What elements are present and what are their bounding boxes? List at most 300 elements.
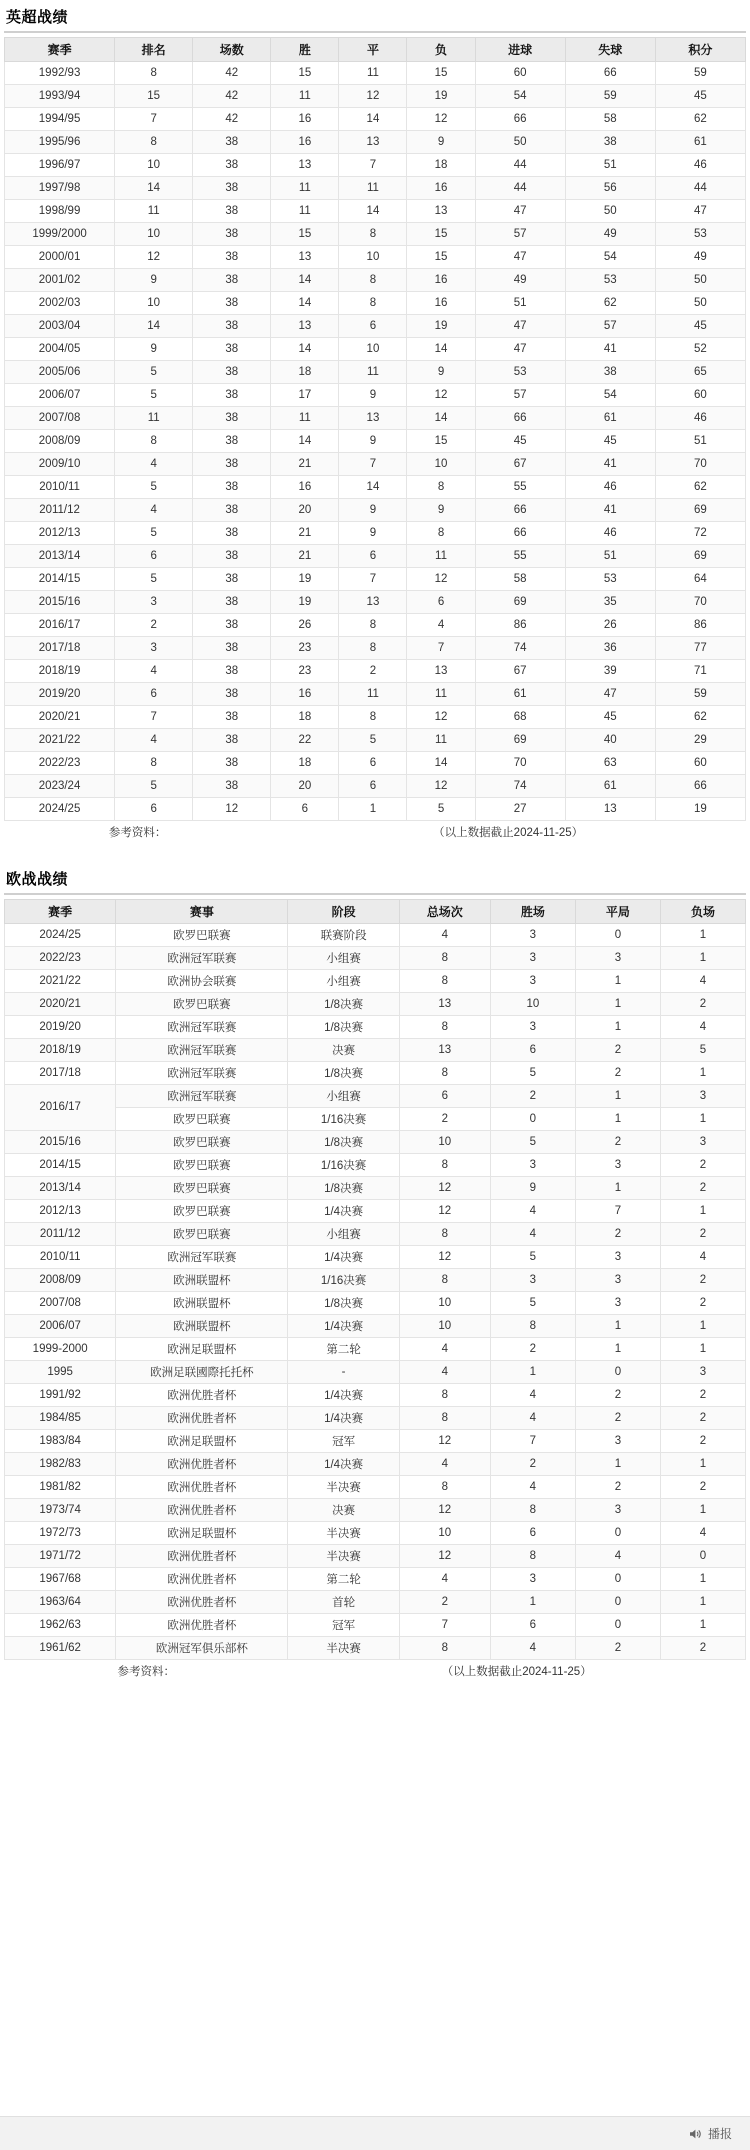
table-cell: 51	[565, 545, 655, 568]
table-cell: 决赛	[288, 1038, 399, 1061]
table-row	[5, 775, 746, 798]
table-cell: 60	[475, 62, 565, 85]
table-cell: 38	[193, 545, 271, 568]
table-cell: 11	[407, 545, 475, 568]
table-cell: 2	[575, 1061, 660, 1084]
table-cell: 66	[475, 108, 565, 131]
table-cell: 5	[115, 384, 193, 407]
table-cell: 欧罗巴联赛	[116, 1130, 288, 1153]
table-cell: 54	[565, 384, 655, 407]
table-cell: 1	[575, 1084, 660, 1107]
table-cell: 2	[399, 1107, 490, 1130]
table-cell: 1999/2000	[5, 223, 115, 246]
table-row	[5, 292, 746, 315]
table-row	[5, 1452, 746, 1475]
table-row	[5, 453, 746, 476]
table-cell: 40	[565, 729, 655, 752]
table-cell: 6	[115, 545, 193, 568]
table-cell: 59	[655, 62, 745, 85]
table-cell: 4	[399, 1452, 490, 1475]
table-cell: 4	[115, 729, 193, 752]
table-cell: 38	[193, 200, 271, 223]
euro-season-cell: 2016/17	[5, 1084, 116, 1130]
table-cell: 4	[660, 1521, 745, 1544]
table-cell: 2007/08	[5, 407, 115, 430]
table-cell: 2001/02	[5, 269, 115, 292]
table-cell: 14	[271, 430, 339, 453]
table-cell: 2011/12	[5, 499, 115, 522]
euro-note-value: （以上数据截止2024-11-25）	[288, 1659, 746, 1682]
table-cell: 欧洲联盟杯	[116, 1314, 288, 1337]
euro-season-cell: 2015/16	[5, 1130, 116, 1153]
premier-col-draw: 平	[339, 38, 407, 62]
table-cell: 2013/14	[5, 545, 115, 568]
table-row	[5, 1337, 746, 1360]
table-cell: 3	[575, 1153, 660, 1176]
table-cell: 38	[193, 407, 271, 430]
table-cell: 23	[271, 660, 339, 683]
table-cell: 欧洲协会联赛	[116, 969, 288, 992]
table-cell: 53	[565, 568, 655, 591]
table-cell: 10	[339, 338, 407, 361]
table-cell: 65	[655, 361, 745, 384]
table-cell: 2	[660, 1291, 745, 1314]
table-cell: 0	[490, 1107, 575, 1130]
table-cell: 60	[655, 752, 745, 775]
table-cell: 第二轮	[288, 1567, 399, 1590]
table-row	[5, 1107, 746, 1130]
table-cell: 46	[565, 476, 655, 499]
table-cell: 8	[339, 292, 407, 315]
table-cell: 54	[565, 246, 655, 269]
table-cell: 2	[660, 1383, 745, 1406]
table-cell: 61	[565, 775, 655, 798]
table-cell: 66	[475, 407, 565, 430]
euro-season-cell: 2024/25	[5, 923, 116, 946]
premier-note-body	[5, 821, 746, 844]
table-cell: 半决赛	[288, 1636, 399, 1659]
table-cell: 3	[115, 637, 193, 660]
table-cell: 46	[565, 522, 655, 545]
table-cell: 3	[660, 1130, 745, 1153]
table-cell: 70	[655, 591, 745, 614]
table-cell: 2022/23	[5, 752, 115, 775]
table-cell: 12	[407, 706, 475, 729]
euro-note-body	[5, 1659, 746, 1682]
table-cell: 19	[407, 85, 475, 108]
table-cell: 38	[193, 499, 271, 522]
table-cell: 38	[193, 568, 271, 591]
table-cell: 8	[490, 1314, 575, 1337]
table-cell: 3	[575, 1429, 660, 1452]
table-cell: 2024/25	[5, 798, 115, 821]
table-cell: 45	[475, 430, 565, 453]
table-cell: 45	[565, 706, 655, 729]
premier-table	[4, 37, 746, 844]
table-cell: 2	[575, 1636, 660, 1659]
table-cell: 16	[271, 476, 339, 499]
table-cell: 8	[339, 614, 407, 637]
table-cell: 4	[490, 1199, 575, 1222]
table-cell: 13	[271, 315, 339, 338]
table-cell: 66	[565, 62, 655, 85]
table-cell: 4	[490, 1406, 575, 1429]
table-cell: 15	[407, 246, 475, 269]
table-cell: 12	[399, 1429, 490, 1452]
premier-section	[0, 0, 750, 844]
table-cell: 59	[565, 85, 655, 108]
table-cell: 1	[575, 1314, 660, 1337]
table-cell: 8	[490, 1498, 575, 1521]
table-row	[5, 729, 746, 752]
euro-season-cell: 1982/83	[5, 1452, 116, 1475]
table-cell: 38	[193, 338, 271, 361]
table-cell: 21	[271, 453, 339, 476]
table-cell: 2	[490, 1452, 575, 1475]
table-cell: 72	[655, 522, 745, 545]
table-cell: 6	[115, 683, 193, 706]
table-cell: 3	[575, 946, 660, 969]
table-cell: 联赛阶段	[288, 923, 399, 946]
table-cell: 38	[193, 223, 271, 246]
table-row	[5, 1291, 746, 1314]
table-cell: 47	[655, 200, 745, 223]
table-cell: 欧洲足联盟杯	[116, 1521, 288, 1544]
table-cell: 欧洲优胜者杯	[116, 1613, 288, 1636]
table-row	[5, 1130, 746, 1153]
table-row	[5, 1475, 746, 1498]
table-row	[5, 637, 746, 660]
table-cell: 52	[655, 338, 745, 361]
table-cell: 5	[490, 1291, 575, 1314]
table-cell: 冠军	[288, 1429, 399, 1452]
table-cell: 61	[655, 131, 745, 154]
table-row	[5, 706, 746, 729]
table-cell: 17	[271, 384, 339, 407]
table-cell: 18	[407, 154, 475, 177]
table-cell: 2	[660, 1153, 745, 1176]
table-cell: 0	[575, 1567, 660, 1590]
table-row	[5, 1567, 746, 1590]
premier-section-title: 英超战绩	[6, 9, 69, 26]
table-cell: 66	[475, 522, 565, 545]
table-cell: 10	[399, 1130, 490, 1153]
table-cell: 13	[339, 131, 407, 154]
table-cell: 欧洲优胜者杯	[116, 1590, 288, 1613]
table-cell: 3	[490, 1153, 575, 1176]
table-cell: 欧罗巴联赛	[116, 992, 288, 1015]
table-cell: 12	[339, 85, 407, 108]
table-cell: 12	[399, 1176, 490, 1199]
table-cell: 8	[407, 522, 475, 545]
table-cell: 1/4决赛	[288, 1314, 399, 1337]
table-cell: 2015/16	[5, 591, 115, 614]
table-cell: 3	[660, 1084, 745, 1107]
table-row	[5, 269, 746, 292]
table-cell: 11	[339, 62, 407, 85]
table-cell: 22	[271, 729, 339, 752]
table-cell: 2	[660, 1475, 745, 1498]
table-row	[5, 430, 746, 453]
table-cell: 7	[399, 1613, 490, 1636]
table-cell: 38	[193, 131, 271, 154]
table-cell: 4	[399, 1567, 490, 1590]
euro-season-cell: 2020/21	[5, 992, 116, 1015]
table-cell: 9	[407, 361, 475, 384]
table-cell: 4	[660, 1245, 745, 1268]
premier-header-row	[5, 38, 746, 62]
table-cell: 55	[475, 476, 565, 499]
table-row	[5, 108, 746, 131]
table-row	[5, 1015, 746, 1038]
table-cell: 45	[655, 85, 745, 108]
table-cell: 1/4决赛	[288, 1452, 399, 1475]
table-cell: 1	[660, 1567, 745, 1590]
table-cell: 59	[655, 683, 745, 706]
table-cell: 12	[399, 1245, 490, 1268]
table-cell: 10	[115, 223, 193, 246]
premier-note-value: （以上数据截止2024-11-25）	[271, 821, 746, 844]
table-cell: 56	[565, 177, 655, 200]
table-cell: 2	[490, 1084, 575, 1107]
euro-season-cell: 2018/19	[5, 1038, 116, 1061]
table-cell: 13	[399, 992, 490, 1015]
table-cell: 2005/06	[5, 361, 115, 384]
table-cell: 45	[565, 430, 655, 453]
table-row	[5, 476, 746, 499]
table-cell: 20	[271, 499, 339, 522]
table-cell: 9	[339, 499, 407, 522]
table-cell: 5	[115, 476, 193, 499]
table-row	[5, 1613, 746, 1636]
table-cell: 0	[660, 1544, 745, 1567]
table-cell: 2	[399, 1590, 490, 1613]
table-cell: 决赛	[288, 1498, 399, 1521]
table-cell: 14	[115, 177, 193, 200]
table-cell: 1	[575, 1337, 660, 1360]
table-cell: 68	[475, 706, 565, 729]
table-cell: 14	[407, 752, 475, 775]
table-cell: 58	[475, 568, 565, 591]
table-cell: 49	[655, 246, 745, 269]
table-cell: 14	[115, 315, 193, 338]
table-cell: 欧洲联盟杯	[116, 1268, 288, 1291]
table-cell: 38	[193, 522, 271, 545]
table-cell: 69	[655, 499, 745, 522]
table-row	[5, 1636, 746, 1659]
table-cell: 38	[193, 361, 271, 384]
table-cell: 2010/11	[5, 476, 115, 499]
table-cell: 47	[475, 200, 565, 223]
table-cell: 13	[339, 591, 407, 614]
euro-season-cell: 2017/18	[5, 1061, 116, 1084]
table-cell: 8	[407, 476, 475, 499]
euro-season-cell: 2007/08	[5, 1291, 116, 1314]
table-cell: 15	[115, 85, 193, 108]
table-cell: 11	[407, 683, 475, 706]
table-cell: 7	[115, 108, 193, 131]
table-cell: 11	[339, 683, 407, 706]
table-cell: 51	[655, 430, 745, 453]
table-cell: 6	[271, 798, 339, 821]
table-cell: 欧罗巴联赛	[116, 1153, 288, 1176]
table-cell: 8	[399, 1636, 490, 1659]
table-cell: 10	[399, 1521, 490, 1544]
table-cell: 半决赛	[288, 1544, 399, 1567]
table-row	[5, 1176, 746, 1199]
table-cell: 小组赛	[288, 1222, 399, 1245]
table-cell: 4	[399, 1360, 490, 1383]
table-cell: 16	[407, 292, 475, 315]
table-cell: 1/8决赛	[288, 1176, 399, 1199]
table-cell: 5	[115, 775, 193, 798]
table-cell: 13	[339, 407, 407, 430]
table-cell: 2	[575, 1383, 660, 1406]
table-cell: 6	[339, 315, 407, 338]
table-cell: 1	[339, 798, 407, 821]
table-cell: 欧洲优胜者杯	[116, 1383, 288, 1406]
table-cell: 欧洲足联國際托托杯	[116, 1360, 288, 1383]
table-cell: 7	[115, 706, 193, 729]
euro-season-cell: 1962/63	[5, 1613, 116, 1636]
table-cell: 2	[575, 1038, 660, 1061]
table-cell: 38	[193, 637, 271, 660]
table-cell: 38	[193, 591, 271, 614]
table-cell: 38	[565, 131, 655, 154]
table-cell: 77	[655, 637, 745, 660]
table-cell: 8	[339, 706, 407, 729]
table-cell: 9	[339, 522, 407, 545]
table-row	[5, 1521, 746, 1544]
table-cell: 57	[475, 223, 565, 246]
table-cell: 5	[490, 1245, 575, 1268]
table-row	[5, 660, 746, 683]
table-cell: 7	[339, 154, 407, 177]
table-cell: 2	[660, 1222, 745, 1245]
table-cell: 1	[660, 1590, 745, 1613]
euro-season-cell: 1983/84	[5, 1429, 116, 1452]
table-cell: 2	[660, 1636, 745, 1659]
table-cell: 8	[490, 1544, 575, 1567]
premier-col-played: 场数	[193, 38, 271, 62]
table-cell: 2018/19	[5, 660, 115, 683]
table-cell: 11	[271, 177, 339, 200]
table-cell: 2008/09	[5, 430, 115, 453]
table-cell: 3	[575, 1245, 660, 1268]
table-row	[5, 992, 746, 1015]
table-row	[5, 568, 746, 591]
table-cell: 9	[115, 338, 193, 361]
table-cell: 4	[115, 453, 193, 476]
table-cell: 1	[660, 1452, 745, 1475]
table-row	[5, 361, 746, 384]
table-cell: 51	[565, 154, 655, 177]
table-cell: 11	[271, 407, 339, 430]
premier-title-divider	[4, 31, 746, 33]
euro-note-row	[5, 1659, 746, 1682]
table-cell: 16	[407, 177, 475, 200]
table-row	[5, 177, 746, 200]
table-cell: 15	[271, 62, 339, 85]
table-cell: 70	[475, 752, 565, 775]
table-cell: 1996/97	[5, 154, 115, 177]
table-cell: 16	[407, 269, 475, 292]
table-cell: 27	[475, 798, 565, 821]
table-row	[5, 1084, 746, 1107]
table-row	[5, 62, 746, 85]
table-cell: 3	[490, 923, 575, 946]
table-cell: 10	[399, 1314, 490, 1337]
table-cell: 4	[407, 614, 475, 637]
table-cell: 86	[655, 614, 745, 637]
table-cell: 14	[407, 407, 475, 430]
table-cell: 3	[575, 1268, 660, 1291]
euro-season-cell: 1973/74	[5, 1498, 116, 1521]
table-cell: 3	[490, 1268, 575, 1291]
table-cell: 2012/13	[5, 522, 115, 545]
table-cell: 欧洲冠军联赛	[116, 946, 288, 969]
table-cell: 6	[339, 545, 407, 568]
table-cell: 11	[407, 729, 475, 752]
table-cell: 13	[407, 660, 475, 683]
table-cell: 11	[115, 200, 193, 223]
table-cell: 69	[475, 591, 565, 614]
table-cell: 66	[475, 499, 565, 522]
table-cell: 38	[193, 453, 271, 476]
table-cell: 21	[271, 545, 339, 568]
table-row	[5, 1314, 746, 1337]
table-cell: 38	[193, 177, 271, 200]
table-row	[5, 315, 746, 338]
euro-season-cell: 2011/12	[5, 1222, 116, 1245]
euro-col-competition: 赛事	[116, 899, 288, 923]
table-cell: 欧洲优胜者杯	[116, 1498, 288, 1521]
table-cell: 8	[399, 946, 490, 969]
table-cell: 0	[575, 1360, 660, 1383]
table-cell: 4	[575, 1544, 660, 1567]
table-cell: 70	[655, 453, 745, 476]
table-cell: 12	[399, 1199, 490, 1222]
table-cell: 63	[565, 752, 655, 775]
table-cell: 2019/20	[5, 683, 115, 706]
table-cell: 2	[575, 1130, 660, 1153]
table-cell: 5	[115, 568, 193, 591]
table-row	[5, 545, 746, 568]
report-label[interactable]: 播报	[707, 2127, 732, 2141]
table-cell: 1/16决赛	[288, 1107, 399, 1130]
speaker-icon[interactable]	[688, 2127, 702, 2141]
table-row	[5, 946, 746, 969]
table-cell: 42	[193, 62, 271, 85]
table-cell: 60	[655, 384, 745, 407]
table-cell: 欧洲优胜者杯	[116, 1567, 288, 1590]
euro-body	[5, 923, 746, 1659]
table-cell: 欧洲足联盟杯	[116, 1337, 288, 1360]
table-cell: 2	[660, 1268, 745, 1291]
table-cell: 2003/04	[5, 315, 115, 338]
table-cell: 53	[475, 361, 565, 384]
table-cell: 欧洲冠军联赛	[116, 1038, 288, 1061]
table-cell: 3	[490, 969, 575, 992]
table-cell: 61	[475, 683, 565, 706]
table-cell: 欧洲优胜者杯	[116, 1406, 288, 1429]
table-cell: 2	[490, 1337, 575, 1360]
table-cell: 44	[475, 177, 565, 200]
table-cell: 5	[339, 729, 407, 752]
table-cell: 1/16决赛	[288, 1268, 399, 1291]
table-cell: 13	[399, 1038, 490, 1061]
table-cell: 8	[399, 1475, 490, 1498]
